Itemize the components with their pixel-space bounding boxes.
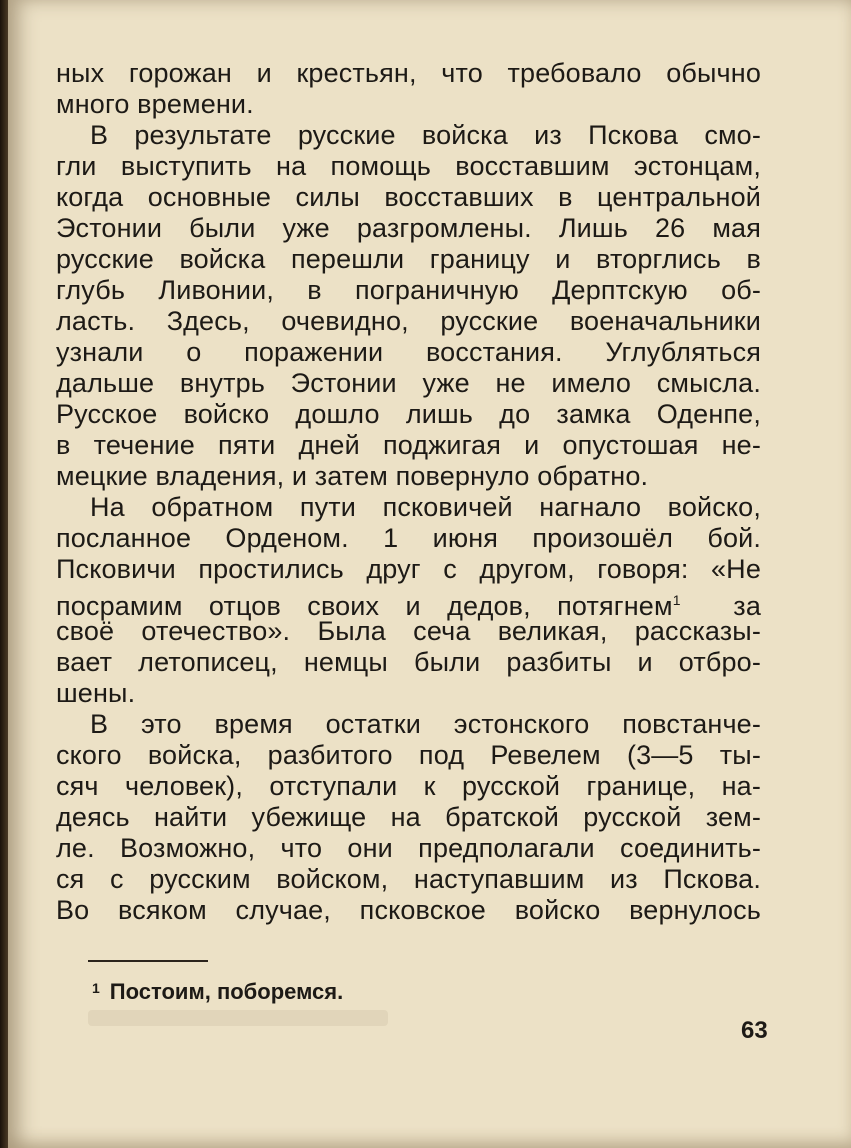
- book-spine-shadow: [0, 0, 8, 1148]
- text-line: когда основные силы восставших в центральной: [56, 182, 761, 212]
- text-line: ле. Возможно, что они предполагали соединить-: [56, 833, 761, 863]
- show-through-smudge: [88, 1010, 388, 1026]
- text-line: гли выступить на помощь восставшим эстонцам,: [56, 151, 761, 181]
- text-line: ных горожан и крестьян, что требовало обычно: [56, 58, 761, 88]
- text-line: русские войска перешли границу и вторглись в: [56, 244, 761, 274]
- footnote-divider: [88, 960, 208, 962]
- text-fragment: посрамим отцов своих и дедов, потягнем: [56, 591, 673, 621]
- footnote-reference: 1: [672, 592, 681, 608]
- footnote-text: Постоим, поборемся.: [109, 979, 344, 1004]
- text-line: Русское войско дошло лишь до замка Оденпе,: [56, 399, 761, 429]
- text-line: вает летописец, немцы были разбиты и отбро-: [56, 647, 761, 677]
- text-line: На обратном пути псковичей нагнало войско,: [90, 492, 761, 522]
- text-line: ласть. Здесь, очевидно, русские военачальники: [56, 306, 761, 336]
- text-fragment: за: [733, 591, 761, 621]
- text-line: своё отечество». Была сеча великая, рассказы-: [56, 616, 761, 646]
- text-line: ся с русским войском, наступавшим из Пскова.: [56, 864, 761, 894]
- text-line: посланное Орденом. 1 июня произошёл бой.: [56, 523, 761, 553]
- text-line: шены.: [56, 678, 136, 708]
- footnote: [92, 979, 343, 1005]
- text-line: сяч человек), отступали к русской границе, на-: [56, 771, 761, 801]
- text-line: много времени.: [56, 89, 254, 119]
- page-number: 63: [741, 1017, 768, 1044]
- text-line: узнали о поражении восстания. Углубляться: [56, 337, 761, 367]
- body-text: [56, 58, 761, 926]
- text-line-with-footnote: [56, 585, 761, 621]
- text-line: ского войска, разбитого под Ревелем (3—5 ты-: [56, 740, 761, 770]
- text-line: Эстонии были уже разгромлены. Лишь 26 мая: [56, 213, 761, 243]
- text-line: деясь найти убежище на братской русской зем-: [56, 802, 761, 832]
- book-page: [8, 0, 851, 1148]
- text-line: Во всяком случае, псковское войско вернулось: [56, 895, 761, 925]
- text-line: дальше внутрь Эстонии уже не имело смысла.: [56, 368, 761, 398]
- text-line: В это время остатки эстонского повстанче-: [90, 709, 761, 739]
- text-line: мецкие владения, и затем повернуло обратно.: [56, 461, 649, 491]
- footnote-mark: 1: [92, 980, 100, 996]
- text-line: Псковичи простились друг с другом, говоря: «Не: [56, 554, 761, 584]
- text-line: В результате русские войска из Пскова смо-: [90, 120, 761, 150]
- text-line: в течение пяти дней поджигая и опустошая не-: [56, 430, 761, 460]
- text-line: глубь Ливонии, в пограничную Дерптскую об-: [56, 275, 761, 305]
